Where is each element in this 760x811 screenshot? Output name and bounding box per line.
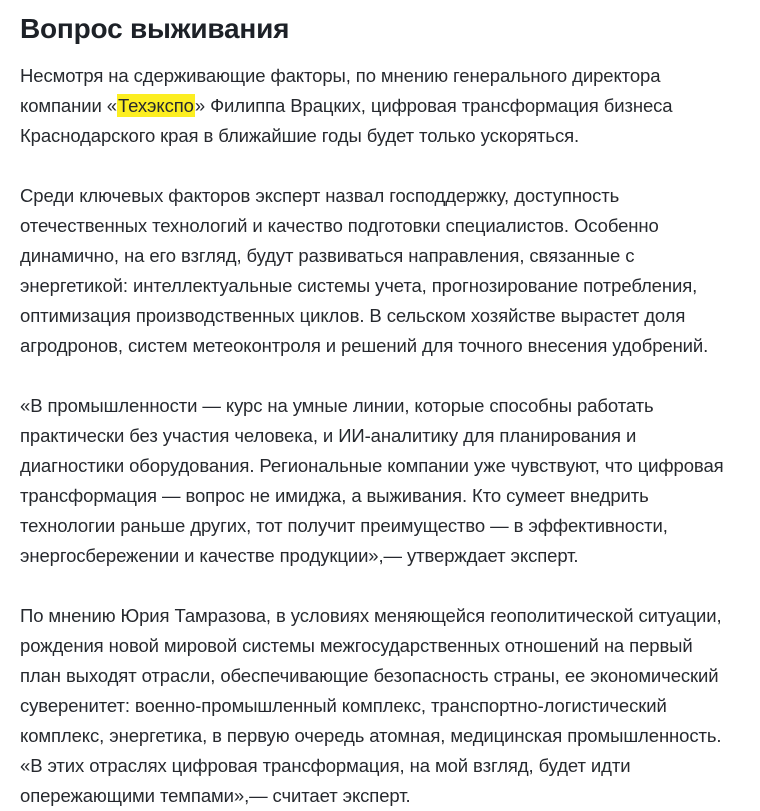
paragraph: Среди ключевых факторов эксперт назвал господдержку, доступность отечественных технологий и качество подготовки специалистов. Особенно динамично, на его взгляд, будут развиваться направления, связанные с энергетикой: интеллектуальные системы учета, прогнозирование потребления, оптимизация производственных циклов. В сельском хозяйстве вырастет доля агродронов, систем метеоконтроля и решений для точного внесения удобрений. [20,184,709,356]
paragraph: По мнению Юрия Тамразова, в условиях меняющейся геополитической ситуации, рождения новой мировой системы межгосударственных отношений на первый план выходят отрасли, обеспечивающие безопасность страны, ее экономический суверенитет: военно-промышленный комплекс, транспортно-логистический комплекс, энергетика, в первую очередь атомная, медицинская промышленность. «В этих отраслях цифровая трансформация, на мой взгляд, будет идти опережающими темпами»,— считает эксперт. [20,604,722,806]
text-segment: » Филиппа Врацких, цифровая трансформация бизнеса Краснодарского края в ближайшие годы будет только ускоряться. [20,94,673,146]
highlighted-term: Техэкспо [117,94,194,116]
paragraph: «В промышленности — курс на умные линии, которые способны работать практически без участия человека, и ИИ-аналитику для планирования и диагностики оборудования. Региональные компании уже чувствуют, что цифровая трансформация — вопрос не имиджа, а выживания. Кто сумеет внедрить технологии раньше других, тот получит преимущество — в эффективности, энергосбережении и качестве продукции»,— утверждает эксперт. [20,394,724,566]
paragraph [20,61,738,151]
text-segment: Несмотря на сдерживающие факторы, по мнению генерального директора компании « [20,64,661,116]
article-title: Вопрос выживания [20,13,290,44]
